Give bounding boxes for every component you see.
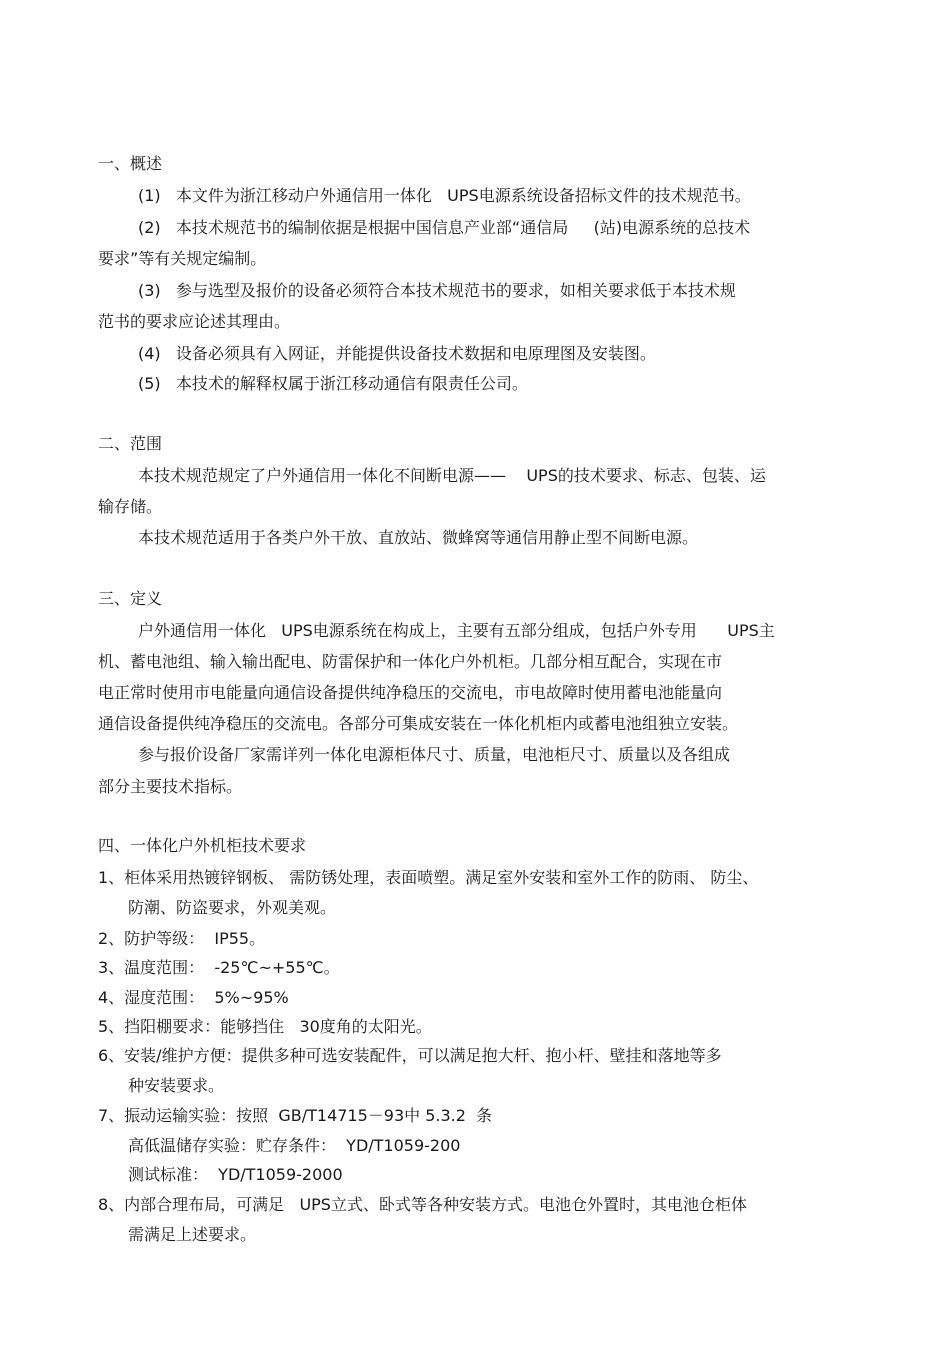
definition-line-5: 参与报价设备厂家需详列一体化电源柜体尺寸、质量，电池柜尺寸、质量以及各组成 — [138, 745, 731, 764]
requirement-line-8: 种安装要求。 — [128, 1076, 225, 1095]
requirement-line-9: 7、振动运输实验：按照 GB/T14715－93中 5.3.2 条 — [98, 1106, 493, 1125]
definition-line-1: 户外通信用一体化 UPS电源系统在构成上，主要有五部分组成，包括户外专用 UPS主 — [138, 621, 775, 640]
requirement-line-5: 4、湿度范围： 5%~95% — [98, 988, 289, 1007]
requirement-line-4: 3、温度范围： -25℃~+55℃。 — [98, 958, 340, 977]
overview-line-3: 要求”等有关规定编制。 — [98, 249, 267, 268]
overview-line-2: (2) 本技术规范书的编制依据是根据中国信息产业部“通信局 (站)电源系统的总技术 — [138, 218, 751, 237]
requirement-line-6: 5、挡阳棚要求：能够挡住 30度角的太阳光。 — [98, 1017, 432, 1036]
section-heading-overview: 一、概述 — [98, 154, 163, 173]
overview-line-4: (3) 参与选型及报价的设备必须符合本技术规范书的要求，如相关要求低于本技术规 — [138, 281, 736, 300]
definition-line-2: 机、蓄电池组、输入输出配电、防雷保护和一体化户外机柜。几部分相互配合，实现在市 — [98, 652, 723, 671]
scope-line-3: 本技术规范适用于各类户外干放、直放站、微蜂窝等通信用静止型不间断电源。 — [138, 528, 699, 547]
section-heading-scope: 二、范围 — [98, 434, 163, 453]
overview-line-5: 范书的要求应论述其理由。 — [98, 312, 291, 331]
overview-line-7: (5) 本技术的解释权属于浙江移动通信有限责任公司。 — [138, 374, 528, 393]
requirement-line-11: 测试标准： YD/T1059-2000 — [128, 1165, 343, 1184]
overview-line-6: (4) 设备必须具有入网证，并能提供设备技术数据和电原理图及安装图。 — [138, 344, 656, 363]
requirement-line-10: 高低温储存实验：贮存条件： YD/T1059-200 — [128, 1136, 461, 1155]
requirement-line-3: 2、防护等级： IP55。 — [98, 929, 266, 948]
definition-line-4: 通信设备提供纯净稳压的交流电。各部分可集成安装在一体化机柜内或蓄电池组独立安装。 — [98, 714, 739, 733]
requirement-line-13: 需满足上述要求。 — [128, 1225, 257, 1244]
overview-line-1: (1) 本文件为浙江移动户外通信用一体化 UPS电源系统设备招标文件的技术规范书。 — [138, 186, 751, 205]
scope-line-1: 本技术规范规定了户外通信用一体化不间断电源—— UPS的技术要求、标志、包装、运 — [138, 466, 766, 485]
definition-line-3: 电正常时使用市电能量向通信设备提供纯净稳压的交流电，市电故障时使用蓄电池能量向 — [98, 683, 723, 702]
requirement-line-7: 6、安装/维护方便：提供多种可选安装配件，可以满足抱大杆、抱小杆、壁挂和落地等多 — [98, 1046, 722, 1065]
requirement-line-12: 8、内部合理布局，可满足 UPS立式、卧式等各种安装方式。电池仓外置时，其电池仓柜体 — [98, 1195, 747, 1214]
scope-line-2: 输存储。 — [98, 497, 163, 516]
requirement-line-2: 防潮、防盗要求，外观美观。 — [128, 898, 337, 917]
section-heading-definition: 三、定义 — [98, 589, 163, 608]
requirement-line-1: 1、柜体采用热镀锌钢板、 需防锈处理，表面喷塑。满足室外安装和室外工作的防雨、 防尘、 — [98, 868, 759, 887]
section-heading-cabinet-requirements: 四、一体化户外机柜技术要求 — [98, 836, 307, 855]
definition-line-6: 部分主要技术指标。 — [98, 777, 243, 796]
